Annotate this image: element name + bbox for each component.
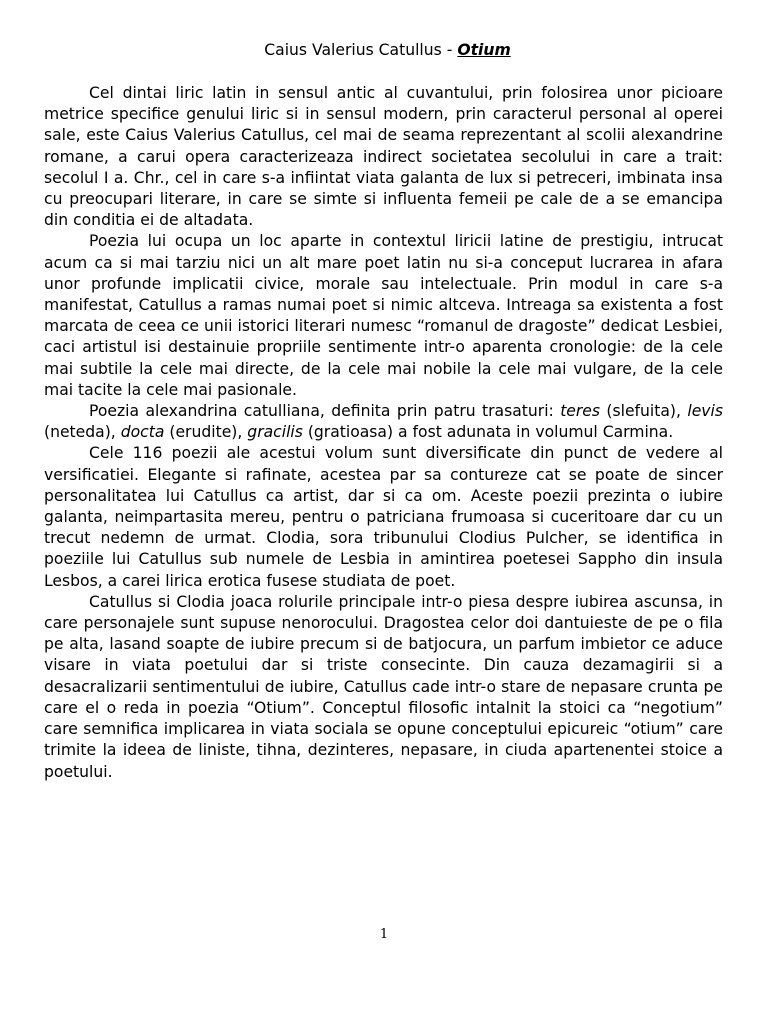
document-page — [44, 40, 723, 783]
term-gracilis: gracilis — [247, 423, 303, 442]
paragraph-5: Catullus si Clodia joaca rolurile principale intr-o piesa despre iubirea ascunsa, in care personajele sunt supuse nenorocului. Dragostea celor doi dantuieste de pe o fila pe alta, lasand soapte de iubire precum si de batjocura, un parfum imbietor ce aduce visare in viata poetului dar si triste consecinte. Din cauza dezamagirii si a desacralizarii sentimentului de iubire, Catullus cade intr-o stare de nepasare crunta pe care el o reda in poezia “Otium”. Conceptul filosofic intalnit la stoici ca “negotium” care semnifica implicarea in viata sociala se opune conceptului epicureic “otium” care trimite la ideea de liniste, tihna, dezinteres, nepasare, in ciuda apartenentei stoice a poetului. — [44, 592, 723, 781]
term-teres: teres — [560, 402, 601, 421]
paragraph-3 — [44, 401, 723, 443]
term-levis: levis — [687, 402, 723, 421]
paragraph-3-text-3: (neteda), — [44, 423, 121, 442]
paragraph-2: Poezia lui ocupa un loc aparte in contextul liricii latine de prestigiu, intrucat acum ca si mai tarziu nici un alt mare poet latin nu si-a conceput lucrarea in afara unor profunde implicatii civice, morale sau intelectuale. Prin modul in care s-a manifestat, Catullus a ramas numai poet si nimic altceva. Intreaga sa existenta a fost marcata de ceea ce unii istorici literari numesc “romanul de dragoste” dedicat Lesbiei, caci artistul isi destainuie propriile sentimente intr-o aparenta cronologie: de la cele mai subtile la cele mai directe, de la cele mai nobile la cele mai vulgare, de la cele mai tacite la cele mai pasionale. — [44, 232, 723, 399]
paragraph-3-text-2: (slefuita), — [600, 402, 688, 421]
paragraph-3-text-1: Poezia alexandrina catulliana, definita prin patru trasaturi: — [89, 402, 561, 421]
title-emphasis: Otium — [457, 41, 511, 59]
paragraph-4: Cele 116 poezii ale acestui volum sunt diversificate din punct de vedere al versificatiei. Elegante si rafinate, acestea par sa contureze cat se poate de sincer personalitatea lui Catullus ca artist, dar si ca om. Aceste poezii prezinta o iubire galanta, neimpartasita mereu, pentru o patriciana frumoasa si cuceritoare dar cu un trecut nedemn de urmat. Clodia, sora tribunului Clodius Pulcher, se identifica in poeziile lui Catullus sub numele de Lesbia in amintirea poetesei Sappho din insula Lesbos, a carei lirica erotica fusese studiata de poet. — [44, 444, 723, 590]
title-prefix: Caius Valerius Catullus - — [264, 41, 458, 59]
paragraph-1: Cel dintai liric latin in sensul antic al cuvantului, prin folosirea unor picioare metrice specifice genului liric si in sensul modern, prin caracterul personal al operei sale, este Caius Valerius Catullus, cel mai de seama reprezentant al scolii alexandrine romane, a carui opera caracterizeaza indirect societatea secolului in care a trait: secolul I a. Chr., cel in care s-a infiintat viata galanta de lux si petreceri, imbinata insa cu preocupari literare, in care se simte si influenta femeii pe cale de a se emancipa din conditia ei de altadata. — [44, 84, 723, 230]
page-number: 1 — [379, 927, 389, 942]
paragraph-3-text-5: (gratioasa) a fost adunata in volumul Carmina. — [302, 423, 674, 442]
document-title — [44, 40, 723, 61]
paragraph-3-text-4: (erudite), — [164, 423, 248, 442]
term-docta: docta — [120, 423, 165, 442]
